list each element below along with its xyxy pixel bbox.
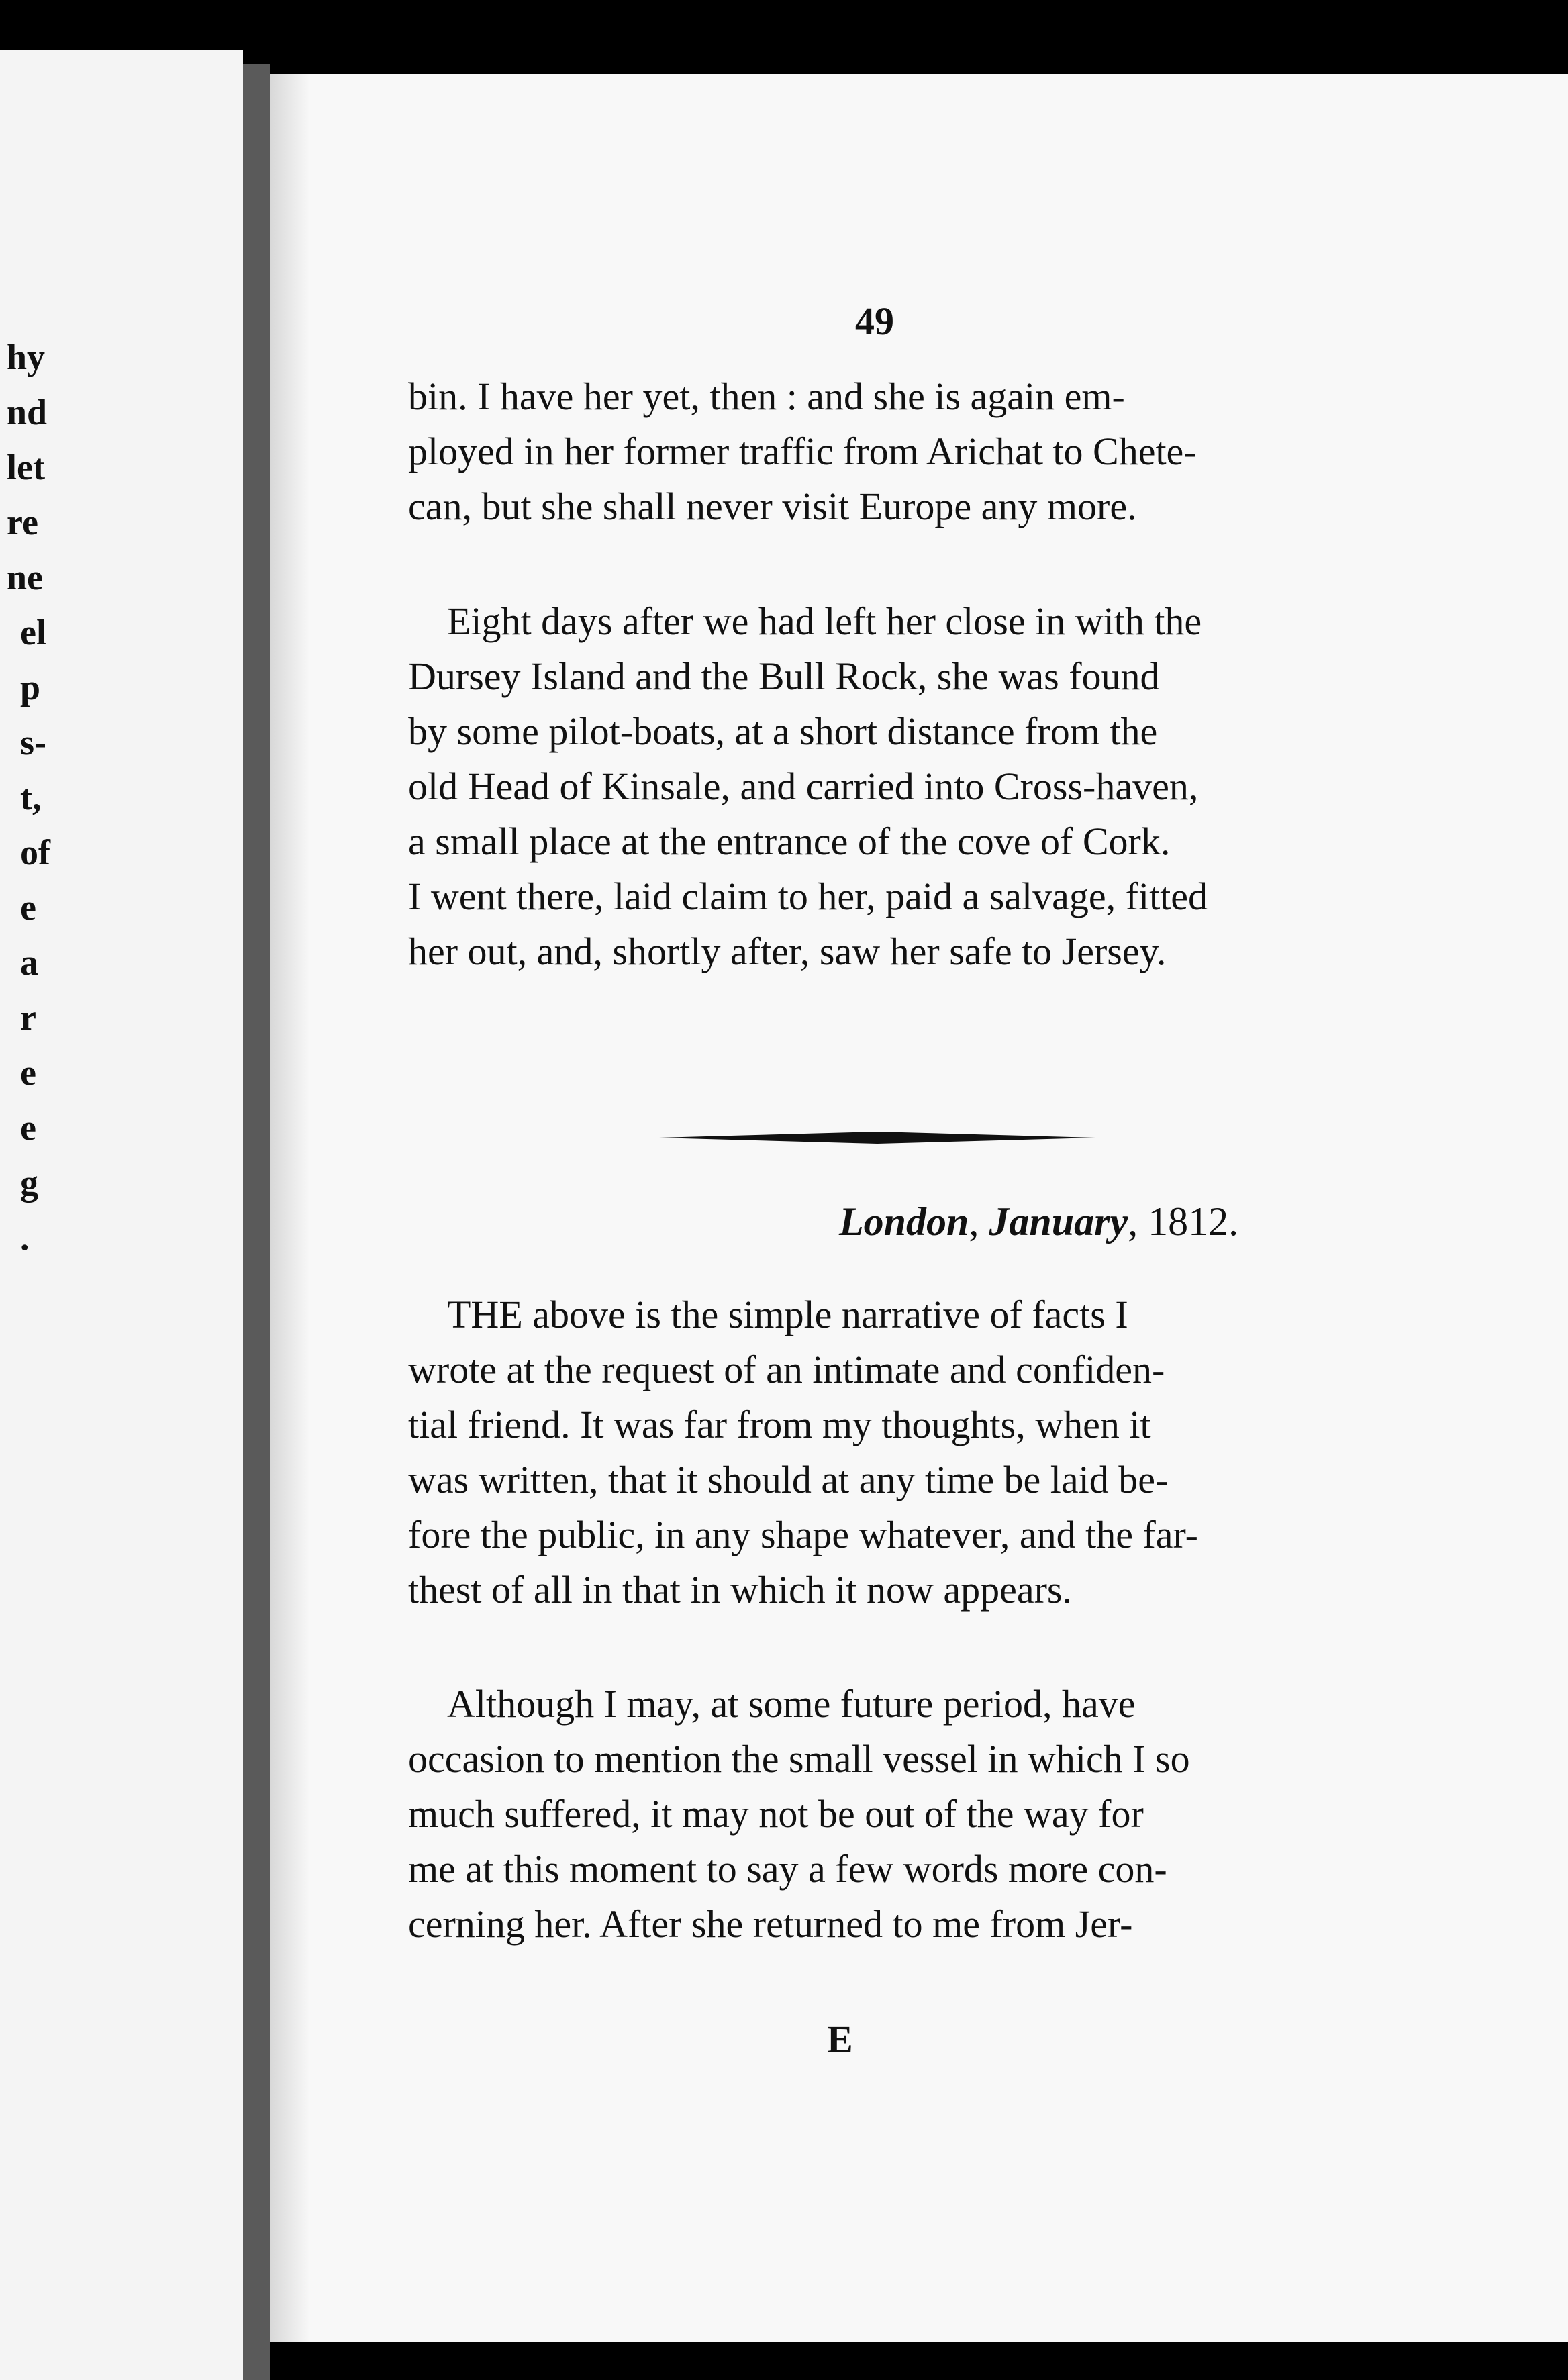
text-line: cerning her. After she returned to me from Jer- — [408, 1902, 1133, 1946]
text-line: can, but she shall never visit Europe any more. — [408, 485, 1137, 528]
left-page-line-fragment: s- — [20, 722, 46, 762]
left-page-line-fragment: hy — [7, 337, 46, 377]
text-line: a small place at the entrance of the cove of Cork. — [408, 820, 1171, 863]
dateline-month: January — [989, 1199, 1128, 1244]
paragraph-4 — [408, 1677, 1568, 1952]
page-shadow — [270, 74, 310, 2342]
text-line: bin. I have her yet, then : and she is again em- — [408, 375, 1125, 418]
left-page-line-fragment: r — [20, 997, 36, 1038]
text-line: I went there, laid claim to her, paid a salvage, fitted — [408, 875, 1208, 918]
left-page-line-fragment: of — [20, 832, 50, 873]
text-line: Eight days after we had left her close in with the — [447, 599, 1202, 643]
book-page — [270, 74, 1568, 2342]
left-page-fragment — [0, 50, 243, 2380]
divider-rule — [659, 1129, 1095, 1146]
left-page-line-fragment: ne — [7, 557, 43, 597]
paragraph-3 — [408, 1287, 1568, 1618]
text-line: fore the public, in any shape whatever, and the far- — [408, 1513, 1198, 1556]
text-line: ployed in her former traffic from Arichat to Chete- — [408, 430, 1197, 473]
left-page-line-fragment: g — [20, 1162, 38, 1203]
text-line: tial friend. It was far from my thoughts, when it — [408, 1403, 1151, 1446]
left-page-line-fragment: let — [7, 447, 45, 487]
text-line: by some pilot-boats, at a short distance from the — [408, 709, 1158, 753]
left-page-line-fragment: p — [20, 667, 41, 707]
dateline-year: 1812. — [1148, 1199, 1239, 1244]
text-line: much suffered, it may not be out of the way for — [408, 1792, 1144, 1836]
text-line: Although I may, at some future period, have — [447, 1682, 1136, 1726]
text-line: wrote at the request of an intimate and confiden- — [408, 1348, 1165, 1391]
dateline: London, January, 1812. — [839, 1199, 1239, 1244]
left-page-line-fragment: . — [20, 1218, 30, 1258]
text-line: her out, and, shortly after, saw her safe to Jersey. — [408, 930, 1167, 973]
left-page-line-fragment: re — [7, 502, 38, 542]
signature-mark: E — [827, 2018, 853, 2061]
left-page-line-fragment: t, — [20, 777, 42, 817]
paragraph-2 — [408, 594, 1568, 979]
page-number: 49 — [855, 299, 894, 343]
left-page-line-fragment: a — [20, 942, 38, 983]
left-page-line-fragment: e — [20, 1107, 36, 1148]
text-line: Dursey Island and the Bull Rock, she was found — [408, 654, 1160, 698]
book-gutter — [243, 64, 270, 2380]
dateline-place: London — [839, 1199, 969, 1244]
left-page-line-fragment: nd — [7, 392, 48, 432]
section-divider — [659, 1129, 1095, 1146]
left-page-line-fragment: e — [20, 1052, 36, 1093]
left-page-line-fragment: el — [20, 612, 46, 652]
left-page-line-fragment: e — [20, 887, 36, 928]
text-line: was written, that it should at any time be laid be- — [408, 1458, 1169, 1501]
text-line: occasion to mention the small vessel in which I so — [408, 1737, 1190, 1781]
paragraph-1 — [408, 369, 1568, 534]
text-line: THE above is the simple narrative of facts I — [447, 1293, 1128, 1336]
text-line: thest of all in that in which it now appears. — [408, 1568, 1073, 1612]
text-line: me at this moment to say a few words more con- — [408, 1847, 1167, 1891]
text-line: old Head of Kinsale, and carried into Cross-haven, — [408, 764, 1199, 808]
